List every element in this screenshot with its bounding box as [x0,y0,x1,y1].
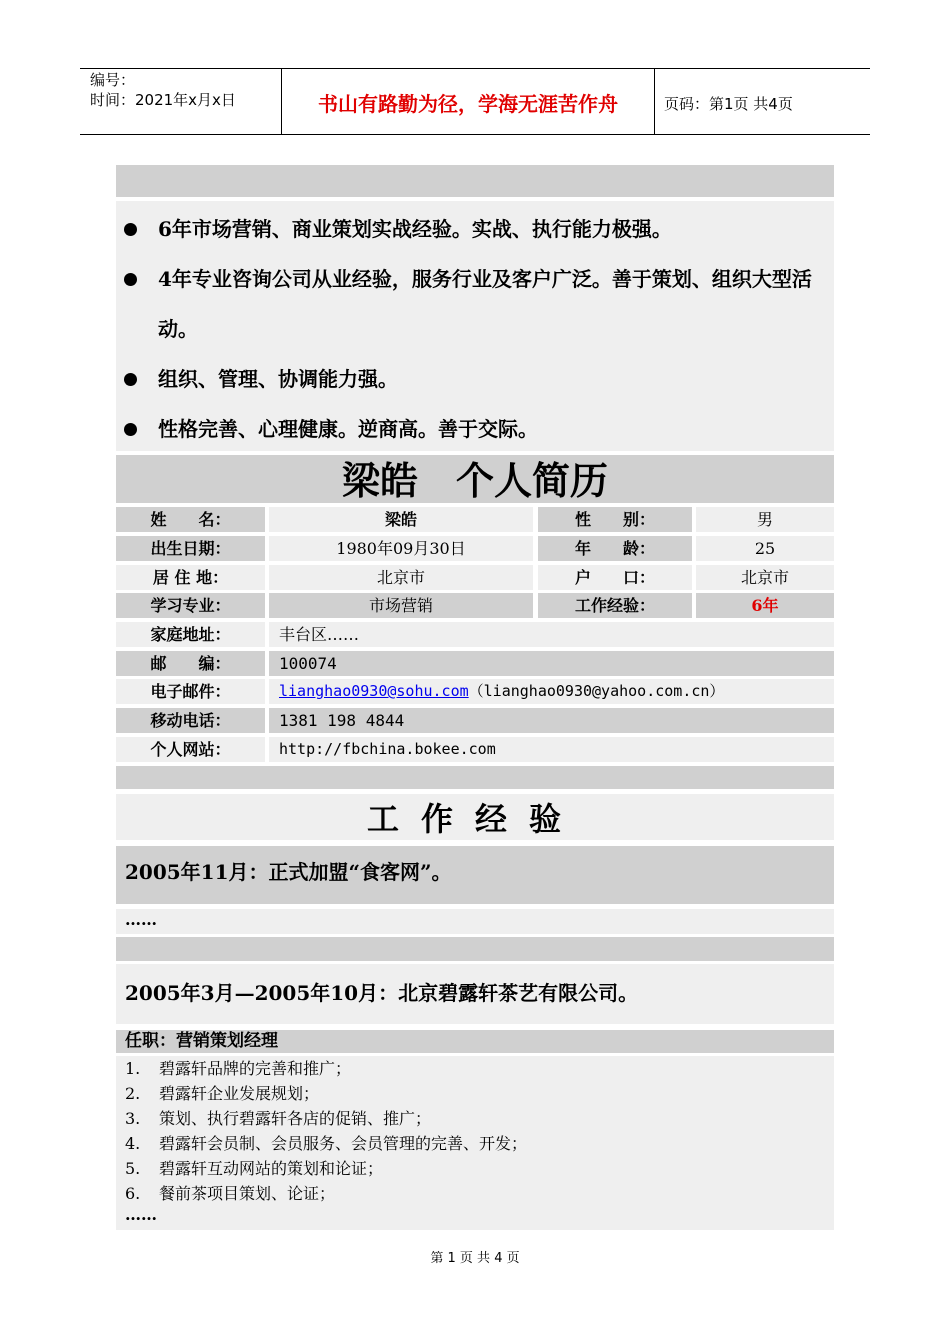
header-divider [654,68,655,135]
website-value: http://fbchina.bokee.com [269,737,834,762]
bullet-icon [124,373,137,386]
header-bottom-rule [80,134,870,135]
residence-label: 居 住 地： [116,565,265,590]
zip-label: 邮 编： [116,651,265,676]
section-spacer [116,766,834,789]
duty-item: 1. 碧露轩品牌的完善和推广； [125,1059,352,1078]
header-meta [90,70,236,110]
address-value: 丰台区…… [269,622,834,647]
duty-item: 5. 碧露轩互动网站的策划和论证； [125,1159,384,1178]
job-entry-heading: 2005年11月：正式加盟“食客网”。 [116,846,834,904]
birth-value: 1980年09月30日 [269,536,533,561]
resume-title: 梁皓 个人简历 [116,455,834,503]
hukou-value: 北京市 [696,565,834,590]
job-entry-more: …… [116,909,834,934]
birth-label: 出生日期： [116,536,265,561]
summary-list: 6年市场营销、商业策划实战经验。实战、执行能力极强。 4年专业咨询公司从业经验，服务行业及客户广泛。善于策划、组织大型活动。 组织、管理、协调能力强。 性格完善、心理健康。逆商高。善于交际。 [116,201,834,451]
duty-item: 2. 碧露轩企业发展规划； [125,1084,320,1103]
phone-value: 1381 198 4844 [269,708,834,733]
duty-item: 3. 策划、执行碧露轩各店的促销、推广； [125,1109,432,1128]
email-secondary: （lianghao0930@yahoo.com.cn） [468,682,725,700]
email-label: 电子邮件： [116,679,265,704]
page-footer: 第 1 页 共 4 页 [430,1251,520,1266]
name-label: 姓 名： [116,507,265,532]
job-role: 任职：营销策划经理 [116,1030,834,1053]
header-page-number: 页码：第1页 共4页 [664,95,793,113]
job-duties-list [116,1056,834,1230]
zip-value: 100074 [269,651,834,676]
bullet-icon [124,223,137,236]
major-value: 市场营销 [269,593,533,618]
hukou-label: 户 口： [538,565,692,590]
section-spacer [116,165,834,197]
residence-value: 北京市 [269,565,533,590]
name-value: 梁皓 [269,507,533,532]
major-label: 学习专业： [116,593,265,618]
duty-item: 6. 餐前茶项目策划、论证； [125,1184,336,1203]
email-link[interactable]: lianghao0930@sohu.com [279,682,469,700]
duty-more: …… [125,1205,157,1224]
phone-label: 移动电话： [116,708,265,733]
header-time: 时间：2021年x月x日 [90,91,236,109]
experience-value: 6年 [696,593,834,618]
email-value [269,679,834,704]
header-number: 编号： [90,71,136,89]
header-top-rule [80,68,870,69]
experience-label: 工作经验： [538,593,692,618]
gender-value: 男 [696,507,834,532]
section-spacer [116,937,834,961]
gender-label: 性 别： [538,507,692,532]
work-section-title: 工作经验 [116,794,834,840]
website-label: 个人网站： [116,737,265,762]
duty-item: 4. 碧露轩会员制、会员服务、会员管理的完善、开发； [125,1134,528,1153]
age-label: 年 龄： [538,536,692,561]
address-label: 家庭地址： [116,622,265,647]
job-entry-heading: 2005年3月—2005年10月：北京碧露轩茶艺有限公司。 [116,964,834,1024]
header-motto: 书山有路勤为径，学海无涯苦作舟 [318,92,618,116]
bullet-icon [124,273,137,286]
age-value: 25 [696,536,834,561]
bullet-icon [124,423,137,436]
